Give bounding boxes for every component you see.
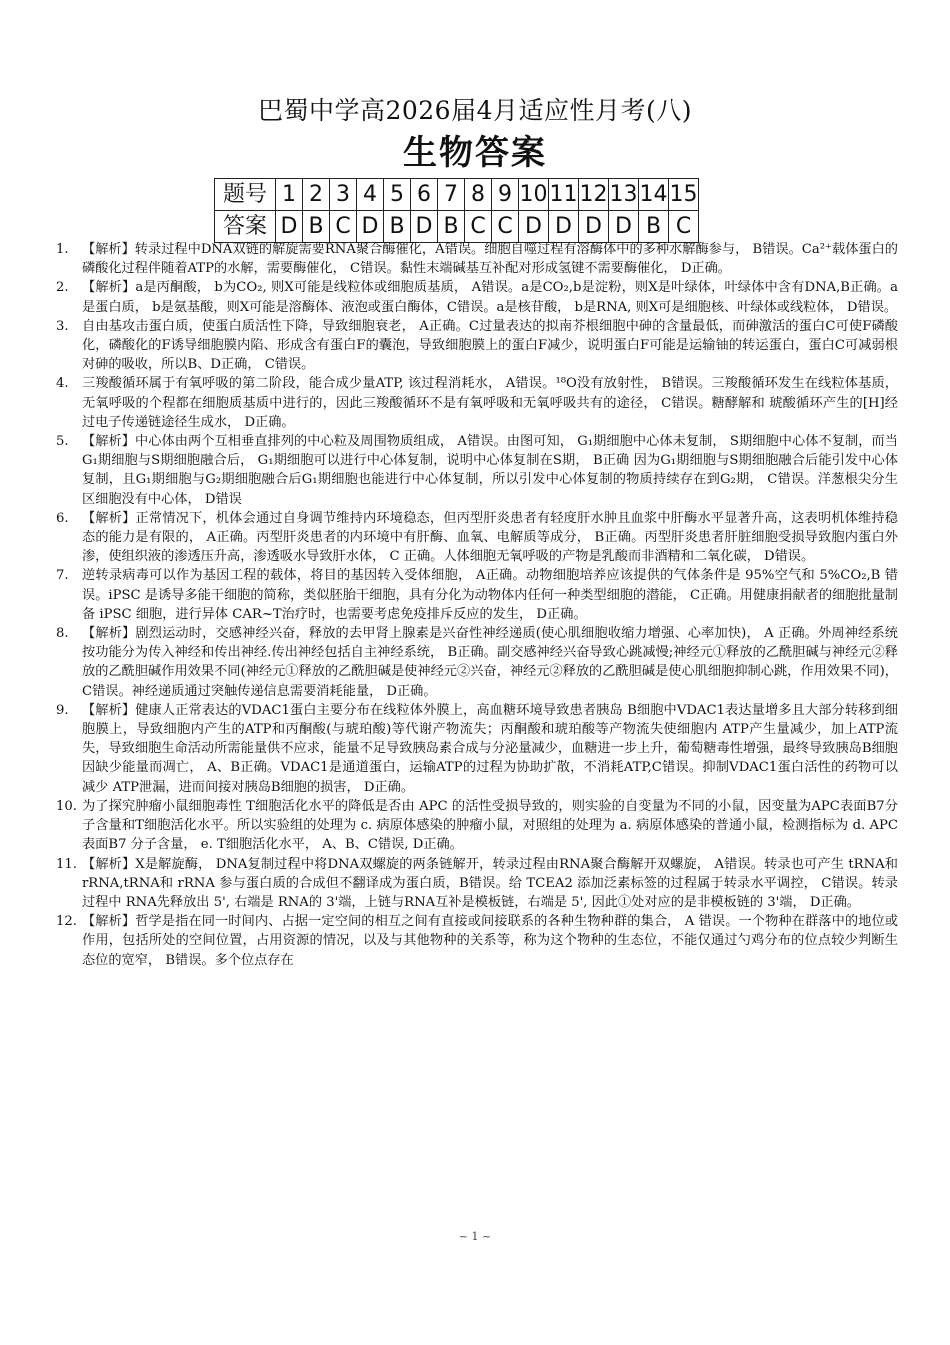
answer-cell: D — [276, 211, 303, 243]
item-text: 三羧酸循环属于有氧呼吸的第二阶段，能合成少量ATP, 该过程消耗水， A错误。¹⁸O没有放射性， B错误。三羧酸循环发生在线粒体基质，无氧呼吸的个程都在细胞质基质中进行的，因此三羧酸循环不是有氧呼吸和无氧呼吸共有的途径， C错误。糖酵解和 琥酸循环产生的[H]经过电子传递链途径生成水， D正确。 — [82, 376, 898, 430]
item-text: 逆转录病毒可以作为基因工程的载体，将目的基因转入受体细胞， A正确。动物细胞培养应该提供的气体条件是 95%空气和 5%CO₂,B 错误。iPSC 是诱导多能干细胞的简称，类似胚胎干细胞，具有分化为动物体内任何一种类型细胞的潜能， C正确。用健康捐献者的细胞批量制备 iPSC 细胞，进行异体 CAR~T治疗时，也需要考虑免疫排斥反应的发生， D正确。 — [82, 568, 898, 622]
item-text: 【解析】X是解旋酶， DNA复制过程中将DNA双螺旋的两条链解开，转录过程由RNA聚合酶解开双螺旋， A错误。转录也可产生 tRNA和 rRNA,tRNA和 rRNA 参与蛋白质的合成但不翻译成为蛋白质，B错误。给 TCEA2 添加泛素标签的过程属于转录水平调控， C错误。转录过程中 RNA先释放出 5', 右端是 RNA的 3'端，上链与RNA互补是模板链，右端是 5', 因此①处对应的是非模板链的 3'端， D正确。 — [82, 856, 898, 910]
item-text: 【解析】剧烈运动时，交感神经兴奋，释放的去甲肾上腺素是兴奋性神经递质(使心肌细胞收缩力增强、心率加快)， A 正确。外周神经系统按功能分为传入神经和传出神经.传出神经包括自主神经系统， B正确。副交感神经兴奋导致心跳减慢;神经元①释放的乙酰胆碱与神经元②释放的乙酰胆碱作用效果不同(神经元①释放的乙酰胆碱是使神经元②兴奋，神经元②释放的乙酰胆碱是使心肌细胞抑制心跳，作用效果不同)，C错误。神经递质通过突触传递信息需要消耗能量， D正确。 — [82, 626, 898, 699]
item-number: 5. — [56, 434, 69, 450]
answer-cell: D — [411, 211, 438, 243]
question-number-cell: 6 — [411, 179, 438, 211]
answer-cell: D — [357, 211, 384, 243]
item-number: 8. — [56, 626, 69, 642]
explanation-list — [56, 240, 898, 970]
question-number-cell: 3 — [330, 179, 357, 211]
item-number: 6. — [56, 510, 69, 526]
answer-cell: D — [519, 211, 549, 243]
answer-cell: B — [384, 211, 411, 243]
answer-cell: C — [465, 211, 492, 243]
explanation-item — [56, 317, 898, 375]
explanation-item — [56, 701, 898, 797]
answer-cell: D — [609, 211, 639, 243]
page-title: 巴蜀中学高2026届4月适应性月考(八) — [257, 96, 693, 125]
explanation-item — [56, 566, 898, 624]
question-number-cell: 2 — [303, 179, 330, 211]
question-number-cell: 8 — [465, 179, 492, 211]
question-number-cell: 4 — [357, 179, 384, 211]
answer-cell: C — [330, 211, 357, 243]
explanation-item — [56, 278, 898, 316]
page-subtitle: 生物答案 — [403, 133, 547, 173]
answer-cell: B — [303, 211, 330, 243]
answer-table-row-label: 题号 — [215, 179, 276, 211]
question-number-cell: 12 — [579, 179, 609, 211]
item-text: 【解析】a是丙酮酸， b为CO₂, 则X可能是线粒体或细胞质基质， A错误。a是CO₂,b是淀粉，则X是叶绿体，叶绿体中含有DNA,B正确。a是蛋白质， b是氨基酸，则X可能是溶酶体、液泡或蛋白酶体，C错误。a是核苷酸， b是RNA, 则X可是细胞核、叶绿体或线粒体， D错误。 — [82, 280, 898, 315]
explanation-item — [56, 432, 898, 509]
question-number-cell: 13 — [609, 179, 639, 211]
item-number: 11. — [56, 856, 77, 872]
item-text: 【解析】转录过程中DNA双链的解旋需要RNA聚合酶催化，A错误。细胞自噬过程有溶酶体中的多种水解酶参与， B错误。Ca²⁺载体蛋白的磷酸化过程伴随着ATP的水解，需要酶催化， C错误。黏性末端碱基互补配对形成氢键不需要酶催化， D正确。 — [82, 242, 898, 277]
item-text: 为了探究肿瘤小鼠细胞毒性 T细胞活化水平的降低是否由 APC 的活性受损导致的，则实验的自变量为不同的小鼠，因变量为APC表面B7分子含量和T细胞活化水平。所以实验组的处理为 c. 病原体感染的肿瘤小鼠，对照组的处理为 a. 病原体感染的普通小鼠，检测指标为 d. APC 表面B7 分子含量， e. T细胞活化水平， A、B、C错误, D正确。 — [82, 798, 898, 853]
question-number-cell: 10 — [519, 179, 549, 211]
item-number: 9. — [56, 702, 69, 718]
explanation-item — [56, 912, 898, 970]
answer-cell: B — [438, 211, 465, 243]
explanation-item — [56, 240, 898, 278]
item-text: 【解析】哲学是指在同一时间内、占据一定空间的相互之间有直接或间接联系的各种生物种群的集合， A 错误。一个物种在群落中的地位或作用，包括所处的空间位置，占用资源的情况，以及与其他物种的关系等，称为这个物种的生态位，不能仅通过勺鸡分布的位点较少判断生态位的宽窄， B错误。多个位点存在 — [82, 914, 898, 968]
item-text: 自由基攻击蛋白质，使蛋白质活性下降，导致细胞衰老， A正确。C过量表达的拟南芥根细胞中砷的含量最低，而砷激活的蛋白C可使F磷酸化，磷酸化的F诱导细胞膜内陷、形成含有蛋白F的囊泡，导致细胞膜上的蛋白F减少，说明蛋白F可能是运输铀的转运蛋白，蛋白C可减弱根对砷的吸收，所以B、D正确， C错误。 — [82, 318, 898, 373]
question-number-cell: 1 — [276, 179, 303, 211]
explanation-item — [56, 797, 898, 855]
answer-cell: C — [669, 211, 699, 243]
answer-cell: B — [639, 211, 669, 243]
answer-table-number-row — [215, 179, 699, 211]
question-number-cell: 14 — [639, 179, 669, 211]
item-number: 2. — [56, 280, 69, 296]
item-number: 10. — [56, 798, 77, 814]
item-number: 12. — [56, 914, 77, 930]
item-text: 【解析】健康人正常表达的VDAC1蛋白主要分布在线粒体外膜上，高血糖环境导致患者胰岛 B细胞中VDAC1表达量增多且大部分转移到细胞膜上，导致细胞内产生的ATP和丙酮酸(与琥珀酸)等代谢产物流失；丙酮酸和琥珀酸等产物流失使细胞内 ATP产生量减少，加上ATP流失，导致细胞生命活动所需能量供不应求，能量不足导致胰岛素合成与分泌量减少，血糖进一步上升，葡萄糖毒性增强，最终导致胰岛B细胞因缺少能量而凋亡， A、B正确。VDAC1是通道蛋白，运输ATP的过程为协助扩散，不消耗ATP,C错误。抑制VDAC1蛋白活性的药物可以减少 ATP泄漏，进而间接对胰岛B细胞的损害， D正确。 — [82, 702, 898, 795]
explanation-item — [56, 374, 898, 432]
explanation-item — [56, 624, 898, 701]
question-number-cell: 5 — [384, 179, 411, 211]
item-number: 3. — [56, 318, 69, 334]
item-text: 【解析】中心体由两个互相垂直排列的中心粒及周围物质组成， A错误。由图可知， G₁期细胞中心体未复制， S期细胞中心体不复制，而当G₁期细胞与S期细胞融合后， G₁期细胞可以进行中心体复制，说明中心体复制在S期， B正确 因为G₁期细胞与S期细胞融合后能引发中心体复制，且G₁期细胞与G₂期细胞融合后G₁期细胞也能进行中心体复制，所以引发中心体复制的物质持续存在到G₂期， C错误。洋葱根尖分生区细胞没有中心体， D错误 — [82, 434, 898, 507]
question-number-cell: 7 — [438, 179, 465, 211]
explanation-item — [56, 855, 898, 913]
item-number: 1. — [56, 242, 69, 257]
item-number: 4. — [56, 376, 69, 392]
item-number: 7. — [56, 568, 69, 584]
question-number-cell: 11 — [549, 179, 579, 211]
answer-table-row-label: 答案 — [215, 211, 276, 243]
question-number-cell: 15 — [669, 179, 699, 211]
question-number-cell: 9 — [492, 179, 519, 211]
item-text: 【解析】正常情况下，机体会通过自身调节维持内环境稳态，但丙型肝炎患者有轻度肝水肿且血浆中肝酶水平显著升高，这表明机体维持稳态的能力是有限的， A正确。丙型肝炎患者的内环境中有肝酶、血氧、电解质等成分， B正确。丙型肝炎患者肝脏细胞受损导致胞内蛋白外渗，使组织液的渗透压升高，渗透吸水导致肝水体， C 正确。人体细胞无氧呼吸的产物是乳酸而非酒精和二氧化碳， D错误。 — [82, 510, 898, 565]
page-number: ~ 1 ~ — [458, 1230, 492, 1243]
answer-cell: D — [579, 211, 609, 243]
answer-cell: C — [492, 211, 519, 243]
answer-table-answer-row — [215, 211, 699, 243]
answer-table — [214, 178, 699, 243]
answer-cell: D — [549, 211, 579, 243]
explanation-item — [56, 509, 898, 567]
